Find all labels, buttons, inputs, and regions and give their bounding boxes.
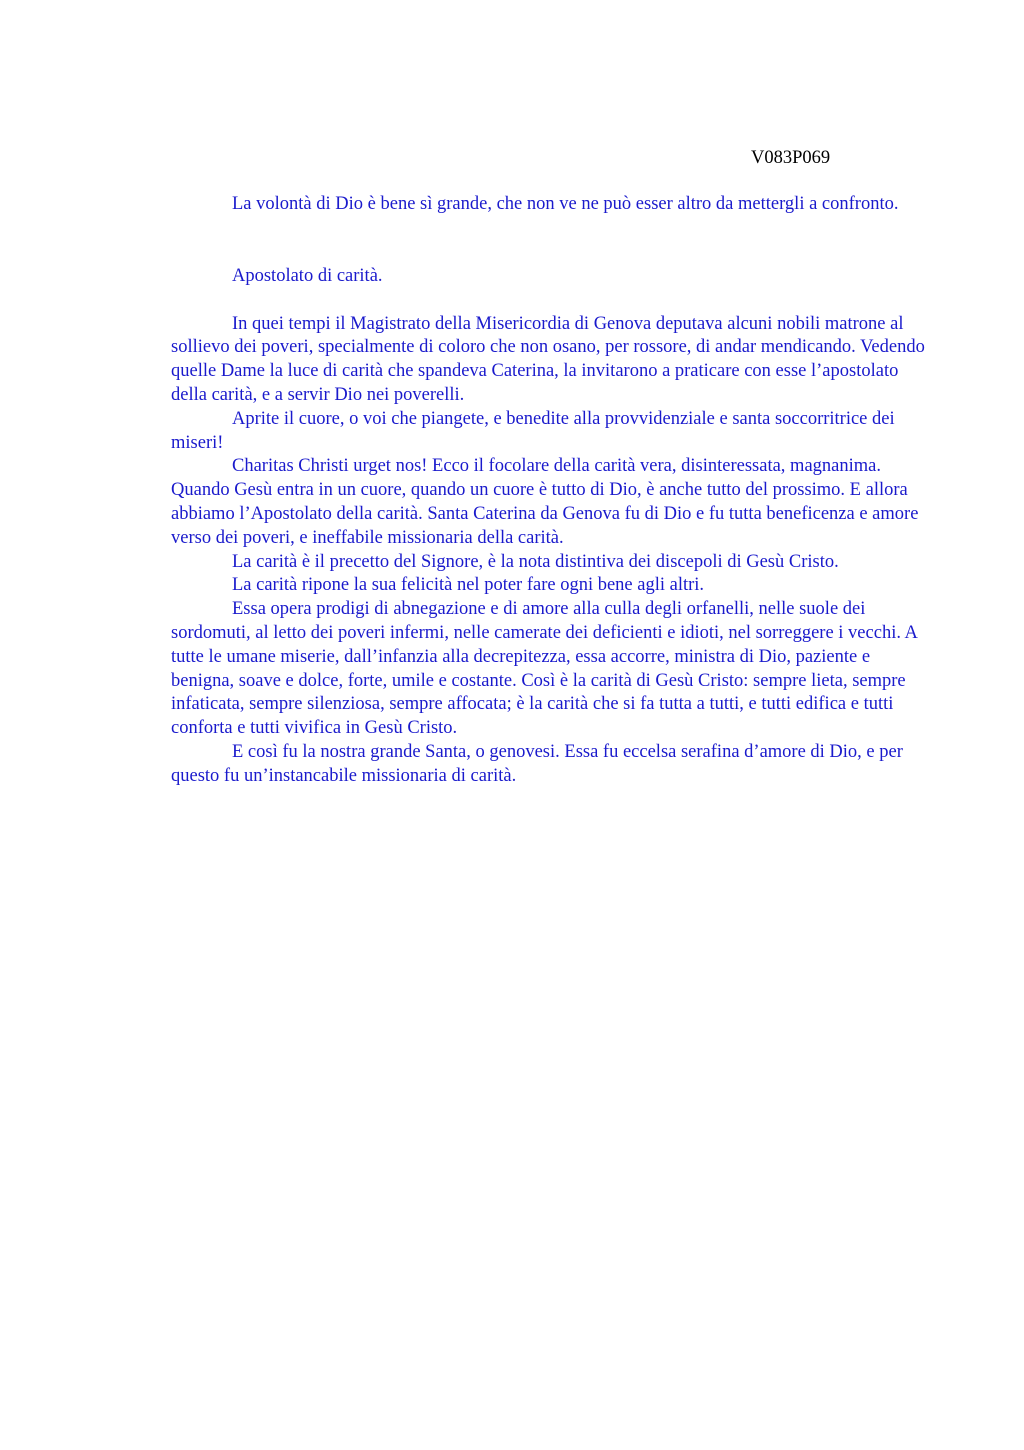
paragraph: La carità è il precetto del Signore, è la nota distintiva dei discepoli di Gesù Cristo. bbox=[232, 551, 839, 572]
paragraph: E così fu la nostra grande Santa, o genovesi. Essa fu eccelsa serafina d’amore di Dio, e per questo fu un’instancabile missionaria di carità. bbox=[171, 741, 903, 786]
paragraph: Essa opera prodigi di abnegazione e di amore alla culla degli orfanelli, nelle suole dei sordomuti, al letto dei poveri infermi, nelle camerate dei deficienti e idioti, nel sorreggere i vecchi. A tutte le umane miserie, dall’infanzia alla decrepitezza, essa accorre, ministra di Dio, paziente e benigna, soave e dolce, forte, umile e costante. Così è la carità di Gesù Cristo: sempre lieta, sempre infaticata, sempre silenziosa, sempre affocata; è la carità che si fa tutta a tutti, e tutti edifica e tutti conforta e tutti vivifica in Gesù Cristo. bbox=[171, 599, 917, 739]
paragraph: In quei tempi il Magistrato della Misericordia di Genova deputava alcuni nobili matrone al sollievo dei poveri, specialmente di coloro che non osano, per rossore, di andar mendicando. Vedendo quelle Dame la luce di carità che spandeva Caterina, la invitarono a praticare con esse l’apostolato della carità, e a servir Dio nei poverelli. bbox=[171, 313, 925, 405]
document-body bbox=[171, 193, 931, 789]
page-identifier: V083P069 bbox=[751, 148, 831, 168]
paragraph: Charitas Christi urget nos! Ecco il focolare della carità vera, disinteressata, magnanima. Quando Gesù entra in un cuore, quando un cuore è tutto di Dio, è anche tutto del prossimo. E allora abbiamo l’Apostolato della carità. Santa Caterina da Genova fu di Dio e fu tutta beneficenza e amore verso dei poveri, e ineffabile missionaria della carità. bbox=[171, 456, 919, 548]
section-heading: Apostolato di carità. bbox=[232, 265, 383, 286]
paragraph: La carità ripone la sua felicità nel poter fare ogni bene agli altri. bbox=[232, 575, 705, 596]
paragraph: Aprite il cuore, o voi che piangete, e benedite alla provvidenziale e santa soccorritrice dei miseri! bbox=[171, 408, 895, 453]
paragraph-intro: La volontà di Dio è bene sì grande, che non ve ne può esser altro da mettergli a confronto. bbox=[232, 194, 899, 214]
